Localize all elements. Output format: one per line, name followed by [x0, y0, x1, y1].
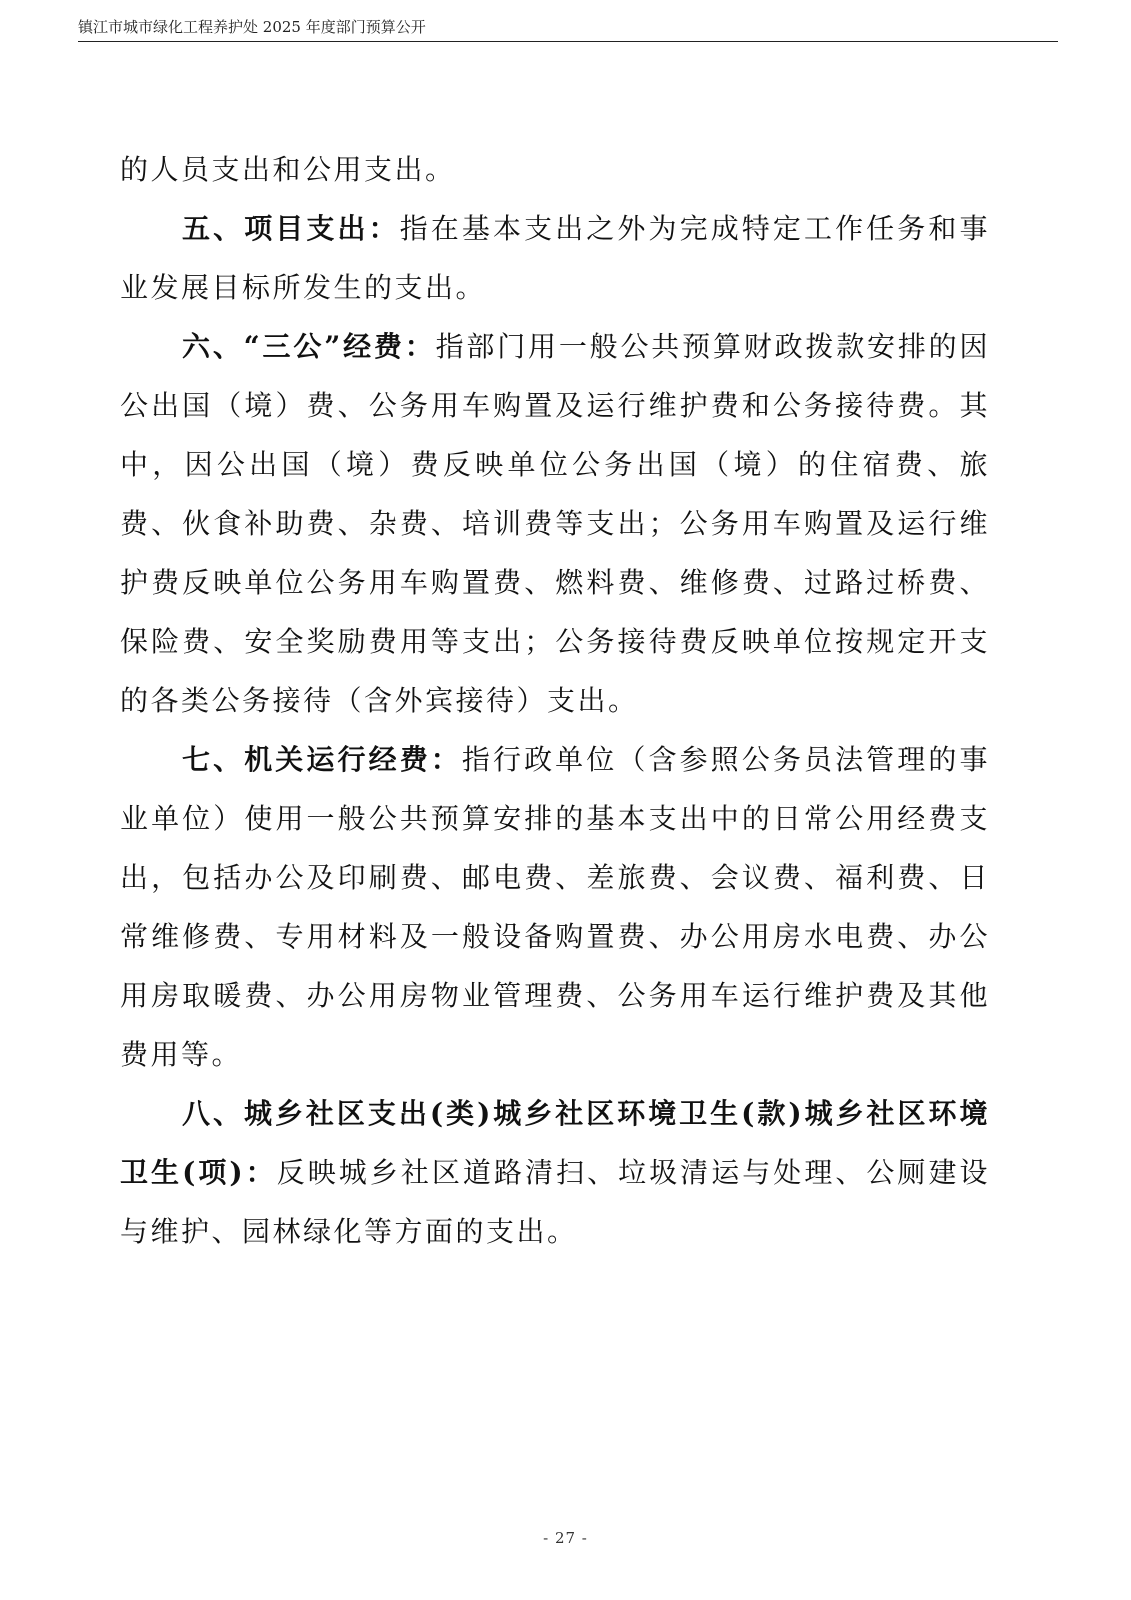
- paragraph-project-expenditure: [120, 199, 990, 317]
- header-title: 镇江市城市绿化工程养护处 2025 年度部门预算公开: [78, 18, 426, 36]
- term-definition: 指在基本支出之外为完成特定工作任务和事业发展目标所发生的支出。: [120, 212, 990, 304]
- paragraph-agency-operating-expenses: [120, 730, 990, 1084]
- term-heading: 六、“三公”经费：: [182, 330, 436, 363]
- document-body: [120, 140, 990, 1261]
- term-definition: 指部门用一般公共预算财政拨款安排的因公出国（境）费、公务用车购置及运行维护费和公务接待费。其中，因公出国（境）费反映单位公务出国（境）的住宿费、旅费、伙食补助费、杂费、培训费等支出；公务用车购置及运行维护费反映单位公务用车购置费、燃料费、维修费、过路过桥费、保险费、安全奖励费用等支出；公务接待费反映单位按规定开支的各类公务接待（含外宾接待）支出。: [120, 330, 990, 717]
- term-heading: 七、机关运行经费：: [182, 743, 462, 776]
- term-heading: 五、项目支出：: [182, 212, 400, 245]
- term-heading: 八、城乡社区支出(类)城乡社区环境卫生(款)城乡社区环境卫生(项)：: [120, 1097, 990, 1189]
- term-definition: 反映城乡社区道路清扫、垃圾清运与处理、公厕建设与维护、园林绿化等方面的支出。: [120, 1156, 990, 1248]
- page-header: [78, 14, 1058, 42]
- paragraph-urban-rural-community: [120, 1084, 990, 1261]
- term-definition: 指行政单位（含参照公务员法管理的事业单位）使用一般公共预算安排的基本支出中的日常公用经费支出，包括办公及印刷费、邮电费、差旅费、会议费、福利费、日常维修费、专用材料及一般设备购置费、办公用房水电费、办公用房取暖费、办公用房物业管理费、公务用车运行维护费及其他费用等。: [120, 743, 990, 1071]
- paragraph-text: 的人员支出和公用支出。: [120, 153, 456, 186]
- paragraph-continuation: [120, 140, 990, 199]
- page-number: - 27 -: [543, 1529, 588, 1547]
- paragraph-three-public-expenses: [120, 317, 990, 730]
